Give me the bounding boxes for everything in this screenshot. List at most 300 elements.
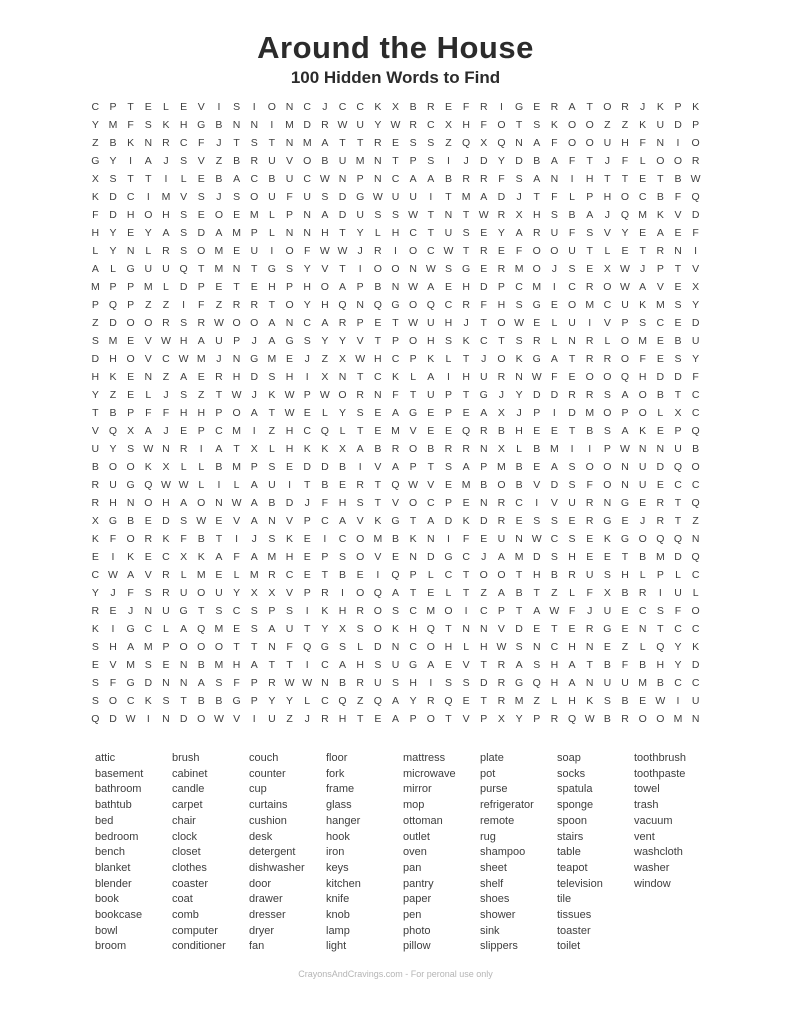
grid-letter: I [146,191,150,203]
grid-letter: W [231,389,242,401]
grid-letter: H [109,353,117,365]
grid-letter: G [391,299,400,311]
grid-letter: P [497,605,505,617]
grid-letter: I [358,263,362,275]
grid-letter: S [180,155,188,167]
grid-letter: C [691,623,700,635]
grid-letter: W [125,713,136,725]
grid-letter: F [180,533,187,545]
grid-letter: O [356,533,365,545]
grid-letter: N [162,713,170,725]
grid-letter: U [568,245,576,257]
grid-letter: T [515,119,523,131]
grid-letter: J [551,263,558,275]
grid-letter: R [621,101,629,113]
grid-letter: A [568,659,576,671]
grid-letter: I [535,497,539,509]
word-item: refrigerator [480,799,534,812]
grid-letter: E [674,281,682,293]
grid-letter: O [197,641,206,653]
grid-row [87,188,705,206]
grid-letter: I [182,299,186,311]
grid-letter: X [603,587,611,599]
grid-letter: C [250,173,259,185]
grid-letter: A [233,173,241,185]
grid-letter: K [374,101,382,113]
grid-letter: U [585,569,594,581]
grid-letter: P [621,407,629,419]
grid-letter: P [127,299,135,311]
grid-letter: S [286,605,294,617]
grid-letter: H [656,659,665,671]
grid-letter: R [321,587,329,599]
grid-letter: G [320,641,329,653]
grid-letter: N [621,479,629,491]
grid-letter: K [550,119,558,131]
grid-letter: E [656,335,664,347]
grid-letter: H [338,605,347,617]
grid-letter: T [127,173,134,185]
grid-letter: N [515,371,523,383]
grid-letter: W [620,281,630,293]
grid-letter: Y [497,155,505,167]
grid-letter: E [639,695,647,707]
grid-letter: P [197,281,205,293]
grid-letter: Z [445,137,452,149]
grid-letter: C [427,497,435,509]
grid-letter: R [197,317,206,329]
word-list-column [634,751,711,955]
grid-letter: S [233,101,241,113]
grid-letter: E [480,227,488,239]
grid-letter: T [233,137,240,149]
grid-letter: W [408,209,419,221]
grid-letter: Q [532,677,541,689]
grid-letter: N [285,317,294,329]
grid-letter: S [533,659,541,671]
grid-letter: C [479,335,488,347]
grid-letter: C [391,173,400,185]
grid-letter: G [620,533,630,545]
grid-letter: Q [497,137,506,149]
grid-letter: H [321,299,329,311]
grid-letter: N [338,173,347,185]
grid-letter: X [692,281,700,293]
grid-letter: P [409,155,417,167]
grid-letter: S [180,245,188,257]
word-item: cushion [249,814,287,827]
grid-letter: E [374,425,382,437]
grid-letter: P [674,101,682,113]
word-item: glass [326,799,352,812]
grid-letter: T [621,173,629,185]
grid-letter: N [444,209,453,221]
grid-letter: B [427,443,435,455]
grid-letter: A [568,677,576,689]
grid-letter: D [656,371,665,383]
grid-letter: Q [426,623,435,635]
grid-letter: O [144,497,153,509]
grid-letter: I [146,713,150,725]
grid-letter: A [550,461,558,473]
grid-letter: S [444,335,452,347]
grid-letter: F [127,587,134,599]
grid-letter: O [585,461,594,473]
grid-letter: I [341,587,344,599]
grid-letter: B [656,191,664,203]
grid-row [87,116,705,134]
grid-letter: P [409,569,417,581]
grid-letter: L [374,227,381,239]
grid-letter: W [549,605,560,617]
word-search-grid [87,98,705,728]
grid-letter: E [603,551,611,563]
grid-letter: N [268,515,276,527]
grid-letter: E [233,623,241,635]
grid-letter: U [568,497,576,509]
grid-letter: P [321,551,329,563]
grid-letter: Y [374,119,382,131]
grid-letter: F [286,191,293,203]
grid-letter: H [462,281,470,293]
grid-letter: M [550,443,559,455]
grid-letter: E [656,479,664,491]
grid-letter: R [162,137,170,149]
grid-letter: E [180,425,188,437]
grid-letter: W [302,677,313,689]
grid-letter: T [462,569,470,581]
grid-letter: C [91,101,100,113]
grid-letter: A [180,371,188,383]
grid-letter: Y [109,443,117,455]
grid-letter: R [268,569,276,581]
grid-letter: C [427,119,435,131]
grid-letter: E [480,533,488,545]
grid-letter: A [515,659,523,671]
grid-letter: N [285,101,294,113]
grid-letter: Z [551,587,558,599]
grid-letter: S [656,605,664,617]
grid-letter: A [550,155,558,167]
grid-letter: K [462,335,470,347]
grid-letter: S [391,605,399,617]
grid-letter: E [109,605,117,617]
grid-letter: C [603,299,612,311]
grid-letter: K [109,371,117,383]
grid-letter: M [90,281,100,293]
grid-row [87,314,705,332]
grid-letter: R [427,695,435,707]
grid-letter: A [427,371,435,383]
grid-letter: R [568,569,576,581]
grid-letter: U [409,191,417,203]
grid-letter: A [127,569,135,581]
grid-letter: R [550,713,559,725]
grid-letter: V [91,425,99,437]
grid-letter: W [337,245,348,257]
grid-letter: T [462,353,470,365]
grid-letter: L [92,245,99,257]
grid-row [87,422,705,440]
grid-letter: Q [691,497,700,509]
grid-letter: R [532,335,541,347]
grid-letter: E [303,407,311,419]
grid-letter: I [676,695,680,707]
grid-letter: D [674,119,682,131]
grid-letter: P [109,101,117,113]
word-item: pantry [403,877,434,890]
word-item: dryer [249,924,275,937]
grid-letter: H [568,695,576,707]
grid-letter: N [674,245,682,257]
word-item: bathroom [95,783,142,796]
grid-letter: S [268,461,276,473]
grid-letter: L [516,443,522,455]
grid-letter: M [214,263,224,275]
grid-letter: W [478,209,489,221]
grid-letter: V [144,353,152,365]
grid-letter: S [674,299,682,311]
grid-letter: H [427,335,435,347]
grid-letter: M [267,353,277,365]
grid-letter: J [163,425,169,437]
grid-letter: Z [621,641,629,653]
grid-letter: F [551,371,558,383]
grid-letter: M [638,209,648,221]
grid-letter: N [232,119,241,131]
grid-letter: N [479,623,488,635]
grid-letter: W [655,695,666,707]
grid-letter: X [444,119,452,131]
grid-letter: P [586,191,594,203]
grid-letter: T [215,533,223,545]
grid-letter: W [319,245,330,257]
grid-letter: X [180,551,188,563]
grid-letter: K [144,695,152,707]
grid-letter: V [356,515,364,527]
grid-letter: O [497,119,506,131]
grid-letter: U [144,263,153,275]
grid-letter: C [462,551,470,563]
grid-letter: A [427,173,435,185]
grid-letter: B [656,389,664,401]
grid-letter: O [444,605,453,617]
grid-letter: N [550,173,559,185]
grid-letter: X [497,407,505,419]
grid-letter: P [250,461,258,473]
grid-letter: O [197,497,206,509]
grid-letter: T [268,407,276,419]
grid-letter: E [639,227,647,239]
grid-letter: J [640,515,646,527]
grid-letter: Q [373,299,382,311]
word-item: book [95,893,119,906]
grid-letter: G [479,389,488,401]
grid-letter: H [162,497,170,509]
grid-letter: C [232,605,241,617]
grid-letter: C [674,623,682,635]
grid-letter: F [145,407,152,419]
grid-letter: E [603,641,611,653]
grid-letter: T [462,587,470,599]
grid-letter: P [480,461,488,473]
grid-letter: L [639,641,646,653]
grid-letter: I [323,533,327,545]
grid-letter: L [639,569,646,581]
grid-letter: I [129,155,133,167]
grid-letter: T [339,137,346,149]
grid-letter: J [640,101,646,113]
grid-letter: M [196,353,206,365]
grid-row [87,566,705,584]
grid-letter: C [126,191,135,203]
grid-letter: G [126,623,135,635]
grid-letter: O [603,371,612,383]
grid-letter: A [533,605,541,617]
grid-letter: D [109,209,117,221]
grid-letter: T [533,191,540,203]
word-item: dresser [249,909,286,922]
grid-letter: A [639,281,647,293]
grid-letter: T [251,641,258,653]
grid-letter: O [532,263,541,275]
word-item: cabinet [172,767,208,780]
grid-letter: S [250,605,258,617]
grid-letter: F [392,389,399,401]
grid-letter: T [215,389,223,401]
word-item: plate [480,752,504,764]
grid-letter: M [373,533,383,545]
grid-letter: H [585,173,594,185]
grid-letter: W [531,533,542,545]
grid-letter: O [638,713,647,725]
grid-letter: V [233,515,241,527]
grid-letter: Q [91,713,100,725]
grid-letter: X [91,173,99,185]
grid-letter: S [91,677,99,689]
grid-letter: N [232,353,241,365]
word-list-column [403,751,480,955]
grid-letter: A [180,623,188,635]
grid-letter: E [339,479,347,491]
grid-letter: A [250,497,258,509]
grid-letter: T [551,623,558,635]
grid-letter: R [497,371,506,383]
grid-letter: A [391,407,399,419]
grid-letter: P [409,353,417,365]
grid-letter: O [691,137,700,149]
grid-letter: P [303,515,311,527]
grid-letter: S [462,677,470,689]
grid-letter: T [639,245,646,257]
grid-letter: N [691,713,700,725]
grid-letter: S [356,623,364,635]
grid-row [87,278,705,296]
grid-letter: D [550,479,559,491]
grid-letter: M [585,407,595,419]
grid-letter: X [674,407,682,419]
grid-letter: C [162,353,170,365]
grid-letter: S [550,209,558,221]
grid-letter: E [462,497,470,509]
grid-letter: Q [673,533,683,545]
grid-letter: N [162,443,170,455]
grid-letter: O [285,299,294,311]
word-item: keys [326,861,349,874]
grid-letter: T [339,263,346,275]
grid-letter: T [356,137,364,149]
grid-letter: O [179,641,188,653]
grid-letter: H [568,641,576,653]
grid-letter: O [108,695,118,707]
grid-letter: A [462,461,470,473]
grid-letter: Y [339,407,347,419]
grid-letter: D [321,461,329,473]
grid-letter: O [373,605,382,617]
grid-letter: A [339,515,347,527]
grid-letter: N [179,659,188,671]
grid-letter: R [462,299,470,311]
grid-letter: H [621,137,629,149]
grid-letter: T [480,695,487,707]
grid-letter: Z [92,137,99,149]
grid-letter: H [162,209,170,221]
word-item: table [557,846,581,859]
grid-letter: M [214,245,224,257]
grid-letter: B [268,497,276,509]
grid-letter: Z [162,371,170,383]
grid-letter: C [321,695,329,707]
grid-letter: N [391,281,400,293]
grid-letter: S [515,641,523,653]
word-item: microwave [403,767,456,780]
word-item: washer [634,861,670,874]
grid-letter: R [656,515,665,527]
grid-letter: Q [303,641,312,653]
grid-letter: S [339,551,347,563]
grid-letter: O [691,605,700,617]
grid-letter: X [497,443,505,455]
grid-letter: T [586,659,593,671]
grid-row [87,170,705,188]
grid-letter: C [674,479,682,491]
grid-letter: M [143,641,153,653]
grid-letter: Z [268,425,276,437]
word-item: bowl [95,924,118,937]
grid-letter: D [532,551,541,563]
grid-letter: I [252,101,256,113]
grid-letter: U [603,605,612,617]
grid-letter: E [568,623,576,635]
grid-letter: H [550,659,559,671]
grid-letter: E [515,515,523,527]
grid-letter: E [586,533,594,545]
grid-letter: S [321,191,329,203]
grid-letter: R [497,677,506,689]
grid-letter: J [498,389,505,401]
grid-letter: R [497,263,506,275]
grid-letter: I [499,101,503,113]
grid-letter: R [585,335,594,347]
grid-letter: R [144,533,153,545]
grid-letter: D [515,623,523,635]
grid-letter: U [268,191,276,203]
grid-row [87,296,705,314]
grid-letter: M [638,335,648,347]
grid-letter: A [321,137,329,149]
grid-letter: W [143,443,154,455]
grid-letter: T [657,173,664,185]
